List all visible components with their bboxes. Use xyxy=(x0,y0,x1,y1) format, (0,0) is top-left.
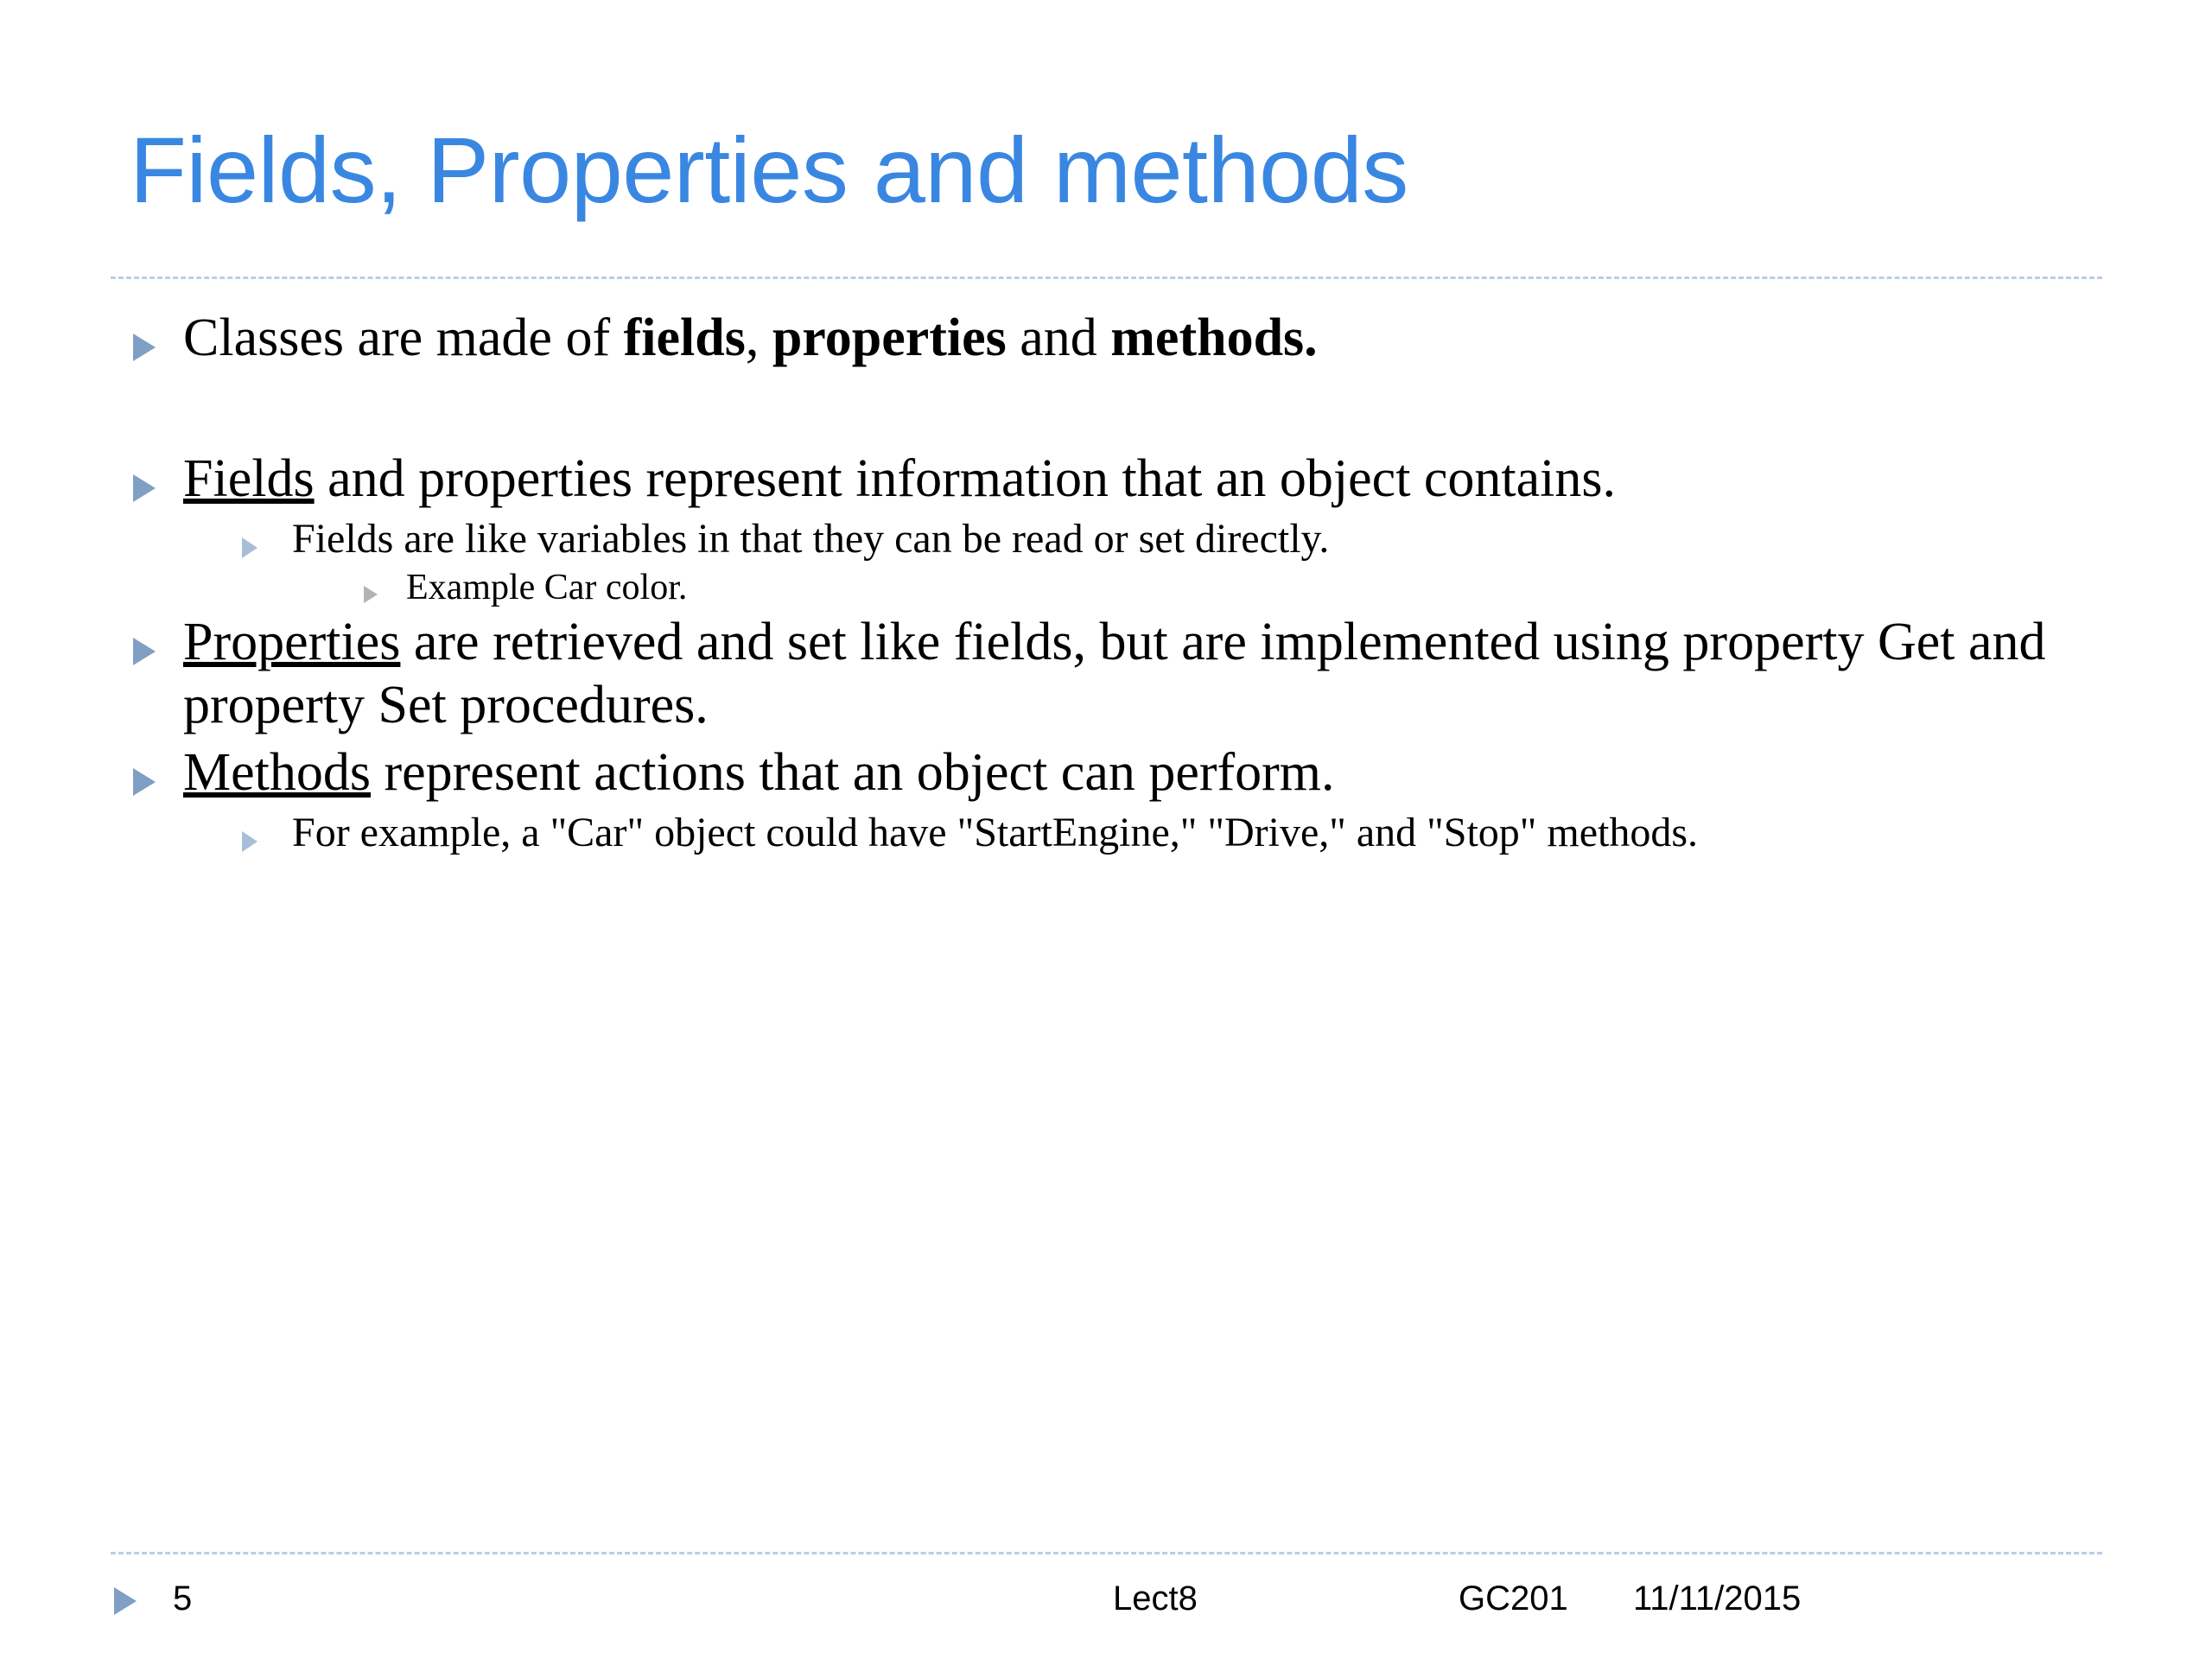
bullet-text: For example, a "Car" object could have "StartEngine," "Drive," and "Stop" methods. xyxy=(292,809,1699,855)
bullet-example-car-color xyxy=(361,566,2124,609)
triangle-bullet-icon xyxy=(238,514,292,561)
triangle-bullet-icon xyxy=(238,808,292,855)
bullet-text: Fields and properties represent information that an object contains. xyxy=(183,449,1617,509)
triangle-bullet-icon xyxy=(130,448,183,505)
triangle-bullet-icon xyxy=(130,307,183,364)
bullet-text: Example Car color. xyxy=(406,567,688,607)
triangle-bullet-icon xyxy=(361,566,406,606)
bullet-car-object-example xyxy=(238,808,2124,858)
date-label: 11/11/2015 xyxy=(1633,1580,1802,1618)
triangle-bullet-icon xyxy=(111,1585,140,1618)
bullet-text: Classes are made of fields, properties and methods. xyxy=(183,308,1318,367)
bullet-classes-made-of xyxy=(130,307,2124,370)
footer-divider xyxy=(111,1552,2102,1554)
slide-body xyxy=(111,307,2124,859)
title-divider xyxy=(111,276,2102,279)
triangle-bullet-icon xyxy=(130,741,183,798)
course-code: GC201 xyxy=(1459,1580,1568,1618)
bullet-fields-like-variables xyxy=(238,514,2124,564)
triangle-bullet-icon xyxy=(130,611,183,668)
lecture-label: Lect8 xyxy=(1113,1580,1198,1618)
slide-footer xyxy=(111,1564,2102,1642)
page-title: Fields, Properties and methods xyxy=(130,118,1408,222)
bullet-properties-retrieved xyxy=(130,611,2124,737)
bullet-methods-represent xyxy=(130,741,2124,804)
body-spacer xyxy=(111,373,2124,448)
bullet-fields-and-properties xyxy=(130,448,2124,511)
bullet-text: Fields are like variables in that they can be read or set directly. xyxy=(292,516,1330,563)
bullet-text: Methods represent actions that an object can perform. xyxy=(183,742,1335,802)
bullet-text: Properties are retrieved and set like fields, but are implemented using property Get and property Set procedures. xyxy=(183,613,2046,735)
page-number: 5 xyxy=(173,1580,193,1618)
